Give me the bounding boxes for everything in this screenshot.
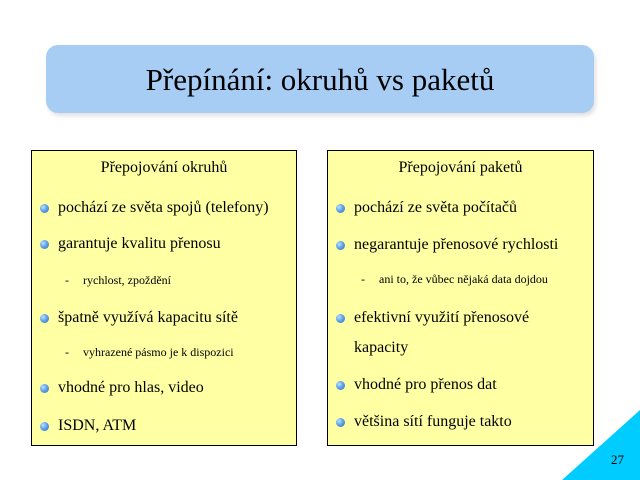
bullet-icon [40,314,49,323]
bullet-icon [40,422,49,431]
packet-switching-column [327,150,594,446]
slide-title: Přepínání: okruhů vs paketů [145,61,495,97]
column-heading: Přepojování okruhů [100,159,228,176]
bullet-icon [336,381,345,390]
list-item-text: špatně využívá kapacitu sítě [58,309,238,326]
sub-list-item-text: vyhrazené pásmo je k dispozici [83,345,234,359]
list-item-text: vhodné pro hlas, video [58,379,204,396]
dash-icon: - [65,273,69,287]
list-item-text: ISDN, ATM [58,417,137,434]
list-item-text: pochází ze světa spojů (telefony) [58,199,269,216]
list-item-text: efektivní využití přenosové [354,309,530,326]
sub-list-item-text: rychlost, zpoždění [83,273,171,287]
bullet-icon [336,241,345,250]
sub-list-item-text: ani to, že vůbec nějaká data dojdou [379,272,548,286]
dash-icon: - [65,345,69,359]
corner-accent-triangle [562,410,640,480]
bullet-icon [336,418,345,427]
bullet-icon [40,384,49,393]
bullet-icon [336,314,345,323]
bullet-icon [40,240,49,249]
bullet-icon [336,204,345,213]
list-item-text: většina sítí funguje takto [354,413,512,430]
bullet-icon [40,204,49,213]
dash-icon: - [361,272,365,286]
list-item-text: negarantuje přenosové rychlosti [354,236,559,253]
circuit-switching-column [31,150,297,446]
page-number: 27 [611,452,624,467]
list-item-text: kapacity [354,339,409,356]
slide-title-box [46,45,594,113]
list-item-text: garantuje kvalitu přenosu [58,235,221,252]
list-item-text: vhodné pro přenos dat [354,376,497,393]
column-heading: Přepojování paketů [398,159,523,176]
list-item-text: pochází ze světa počítačů [354,199,518,216]
